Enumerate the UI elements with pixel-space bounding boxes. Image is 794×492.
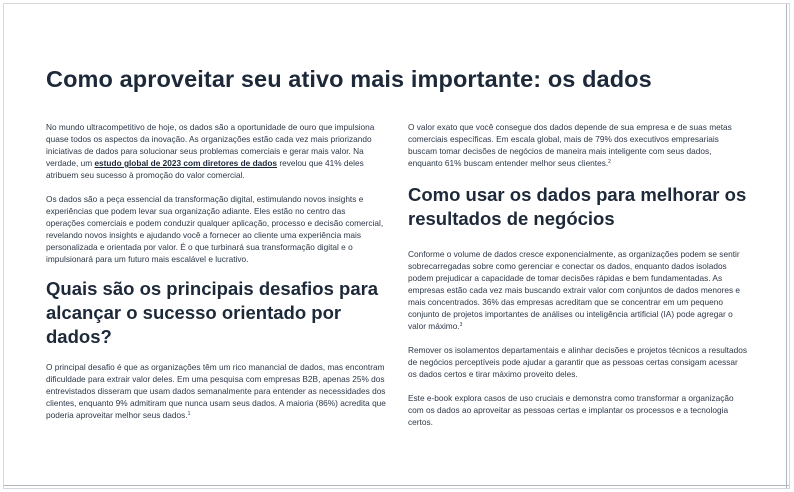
value-paragraph — [408, 121, 748, 169]
page-shadow-right — [786, 4, 787, 488]
footnote-ref-3: 3 — [459, 322, 463, 328]
data-volume-paragraph — [408, 248, 748, 332]
page-shadow-bottom — [4, 485, 789, 486]
challenges-heading: Quais são os principais desafios para alcançar o sucesso orientado por dados? — [46, 278, 379, 347]
data-volume-text: Conforme o volume de dados cresce exponencialmente, as organizações podem se sentir sobrecarregadas sobre como gerenciar e conectar os dados, enquanto dados isolados podem prejudicar a capacidade de tomar decisões rápidas e bem fundamentadas. As empresas estão cada vez mais buscando extrair valor com conjuntos de dados menores e mais concentrados. 36% das empresas acreditam que se concentrar em um pequeno conjunto de projetos importantes de análises ou inteligência artificial (IA) pode agregar o valor máximo. — [408, 249, 741, 331]
ebook-paragraph: Este e-book explora casos de uso cruciais e demonstra como transformar a organização com os dados ao aproveitar as pessoas certas e implantar os processos e a tecnologia certos. — [408, 393, 734, 427]
intro-text-end: revelou que 41% deles atribuem seu sucesso à promoção do valor comercial. — [46, 158, 364, 180]
value-text: O valor exato que você consegue dos dados depende de sua empresa e de suas metas comerciais específicas. Em escala global, mais de 79% dos executivos empresariais buscam tomar decisões de negócios de maneira mais inteligente com seus dados, enquanto 61% buscam entender melhor seus clientes. — [408, 122, 732, 168]
intro-paragraph — [46, 121, 386, 181]
footnote-ref-2: 2 — [608, 159, 611, 165]
right-column — [408, 121, 748, 428]
footnote-ref-1: 1 — [187, 411, 191, 417]
challenges-paragraph — [46, 361, 386, 421]
intro-text-start: No mundo ultracompetitivo de hoje, os dados são a oportunidade de ouro que impulsiona quase todos os aspectos da inovação. As organizações estão cada vez mais priorizando iniciativas de dados para solucionar seus problemas comerciais e gerar mais valor. Na verdade, um — [46, 122, 375, 168]
silos-paragraph: Remover os isolamentos departamentais e alinhar decisões e projetos técnicos a resultados de negócios perceptíveis pode ajudar a garantir que as pessoas certas consigam acessar os dados certos e tirar máximo proveito deles. — [408, 345, 747, 379]
left-column — [46, 121, 386, 421]
digital-transformation-paragraph: Os dados são a peça essencial da transformação digital, estimulando novos insights e experiências que podem levar sua organização adiante. Eles estão no centro das operações comerciais e podem conduzir qualquer aplicação, processo e decisão comercial, revelando novos insights e ajudando você a fornecer ao cliente uma experiência mais personalizada e orientada por valor. É o que turbinará sua transformação digital e o impulsionará para um futuro mais escalável e lucrativo. — [46, 194, 384, 264]
improve-results-heading: Como usar os dados para melhorar os resultados de negócios — [408, 184, 747, 229]
page-title: Como aproveitar seu ativo mais importante: os dados — [46, 66, 652, 92]
challenges-text: O principal desafio é que as organizações têm um rico manancial de dados, mas encontram dificuldade para extrair valor deles. Em uma pesquisa com empresas B2B, apenas 25% dos entrevistados disseram que usam dados semanalmente para entender as necessidades dos clientes, enquanto 9% admitiram que nunca usam seus dados. A maioria (86%) acredita que poderia aproveitar melhor seus dados. — [46, 362, 386, 420]
cdo-study-link[interactable]: estudo global de 2023 com diretores de dados — [94, 158, 278, 168]
